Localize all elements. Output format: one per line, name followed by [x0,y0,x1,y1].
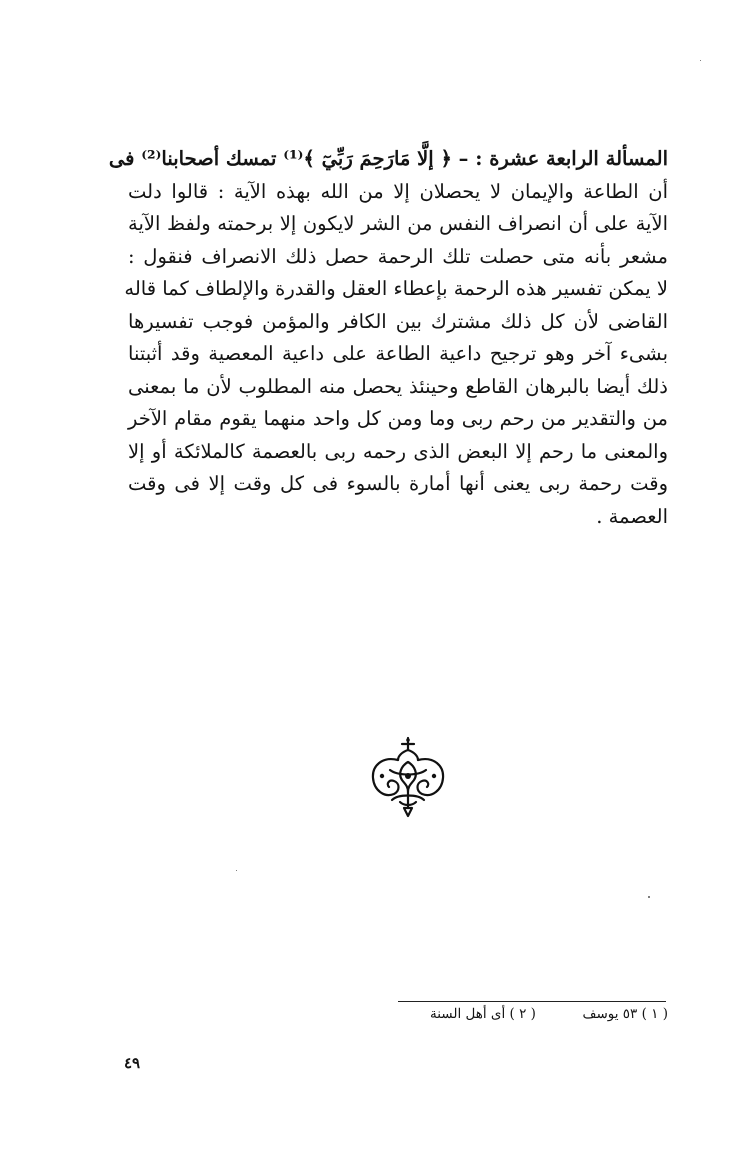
text-line-6: القاضى لأن كل ذلك مشترك بين الكافر والمؤمن فوجب تفسيرها [128,309,668,333]
scan-speck [700,60,701,61]
text-line-4: مشعر بأنه متى حصلت تلك الرحمة حصل ذلك الانصراف فنقول : [128,244,668,268]
text-line-7: بشىء آخر وهو ترجيح داعية الطاعة على داعية المعصية وقد أثبتنا [128,342,668,365]
text-line-8: ذلك أيضا بالبرهان القاطع وحينئذ يحصل منه المطلوب لأن ما بمعنى [128,374,668,398]
text-line-10: والمعنى ما رحم إلا البعض الذى رحمه ربى بالعصمة كالملائكة أو إلا [128,439,668,463]
text-line-3: الآية على أن انصراف النفس من الشر لايكون إلا برحمته ولفظ الآية [128,212,668,235]
footnote-divider [398,1001,666,1002]
footnote-2: ( ٢ ) أى أهل السنة [430,1006,536,1022]
page-number: ٤٩ [124,1054,141,1072]
text-line-9: من والتقدير من رحم ربى وما ومن كل واحد منهما يقوم مقام الآخر [128,407,668,430]
text-line-1: المسألة الرابعة عشرة : – ﴿ إلَّا مَارَحِمَ رَبِّيٓ ﴾⁽¹⁾ تمسك أصحابنا⁽²⁾ فى [108,147,668,170]
text-line-11: وقت رحمة ربى يعنى أنها أمارة بالسوء فى كل وقت إلا فى وقت [128,472,668,495]
text-line-5: لا يمكن تفسير هذه الرحمة بإعطاء العقل والقدرة والإلطاف كما قاله [124,277,668,300]
floral-ornament-icon [368,736,448,822]
body-text [108,143,668,533]
scan-speck [236,870,237,871]
text-line-12: العصمة . [596,504,668,528]
text-line-2: أن الطاعة والإيمان لا يحصلان إلا من الله بهذه الآية : قالوا دلت [128,179,668,203]
footnote-1: ( ١ ) ٥٣ يوسف [582,1006,668,1022]
scan-speck [648,896,650,898]
footnotes [398,1004,668,1024]
